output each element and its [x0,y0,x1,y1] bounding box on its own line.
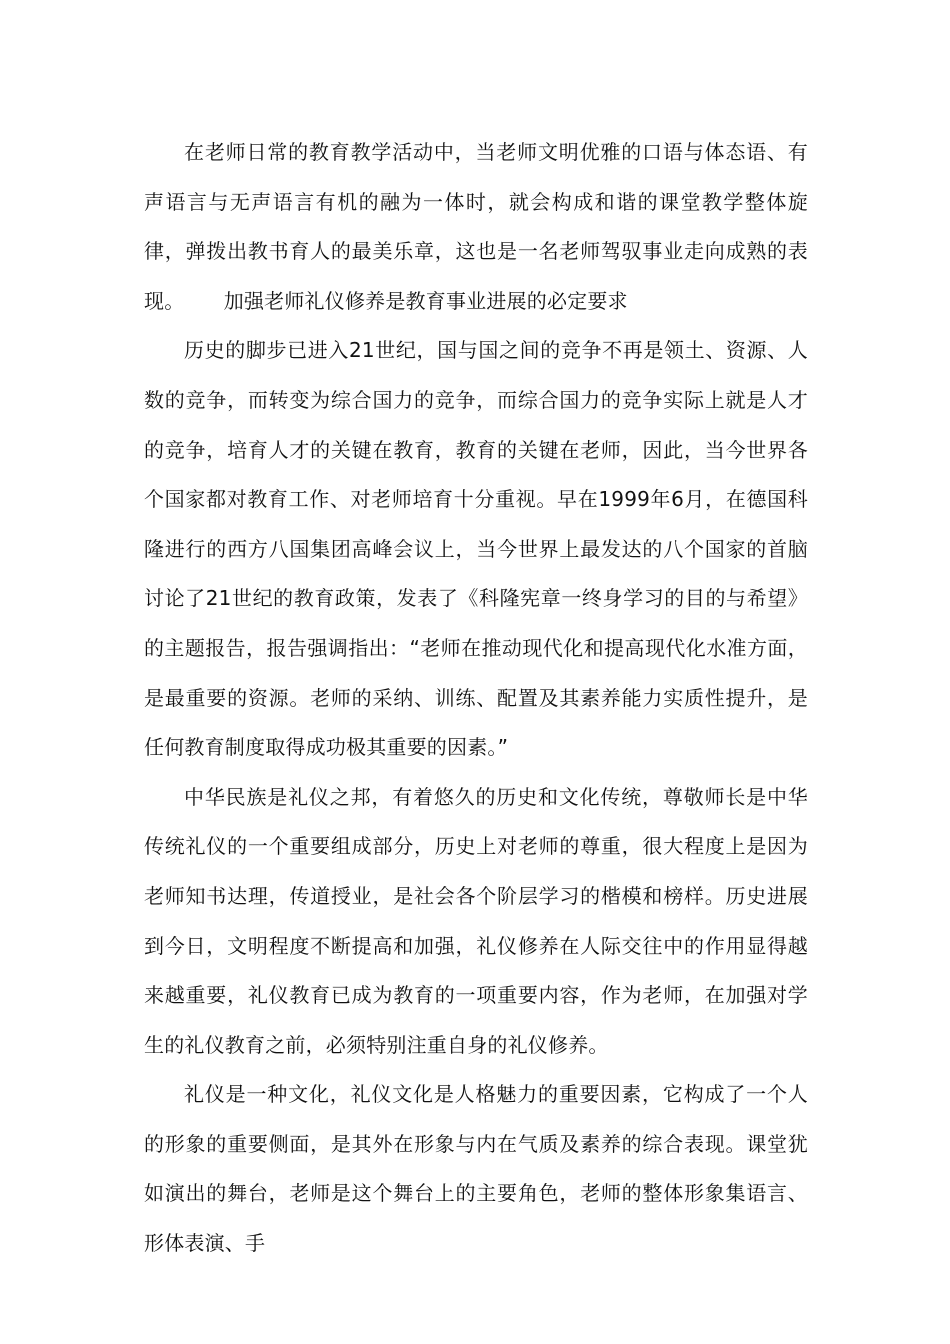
paragraph-4: 礼仪是一种文化，礼仪文化是人格魅力的重要因素，它构成了一个人的形象的重要侧面，是其外在形象与内在气质及素养的综合表现。课堂犹如演出的舞台，老师是这个舞台上的主要角色，老师的整体形象集语言、形体表演、手 [144,1082,808,1256]
paragraph-3: 中华民族是礼仪之邦，有着悠久的历史和文化传统，尊敬师长是中华传统礼仪的一个重要组成部分，历史上对老师的尊重，很大程度上是因为老师知书达理，传道授业，是社会各个阶层学习的楷模和榜样。历史进展到今日，文明程度不断提高和加强，礼仪修养在人际交往中的作用显得越来越重要，礼仪教育已成为教育的一项重要内容，作为老师，在加强对学生的礼仪教育之前，必须特别注重自身的礼仪修养。 [144,784,808,1057]
paragraph-2: 历史的脚步已进入21世纪，国与国之间的竞争不再是领土、资源、人数的竞争，而转变为综合国力的竞争，而综合国力的竞争实际上就是人才的竞争，培育人才的关键在教育，教育的关键在老师，因此，当今世界各个国家都对教育工作、对老师培育十分重视。早在1999年6月，在德国科隆进行的西方八国集团高峰会议上，当今世界上最发达的八个国家的首脑讨论了21世纪的教育政策，发表了《科隆宪章一终身学习的目的与希望》的主题报告，报告强调指出：“老师在推动现代化和提高现代化水准方面，是最重要的资源。老师的采纳、训练、配置及其素养能力实质性提升，是任何教育制度取得成功极其重要的因素。” [144,338,808,760]
document-body [144,128,808,1269]
paragraph-1: 在老师日常的教育教学活动中，当老师文明优雅的口语与体态语、有声语言与无声语言有机的融为一体时，就会构成和谐的课堂教学整体旋律，弹拨出教书育人的最美乐章，这也是一名老师驾驭事业走向成熟的表现。 加强老师礼仪修养是教育事业进展的必定要求 [144,140,808,313]
